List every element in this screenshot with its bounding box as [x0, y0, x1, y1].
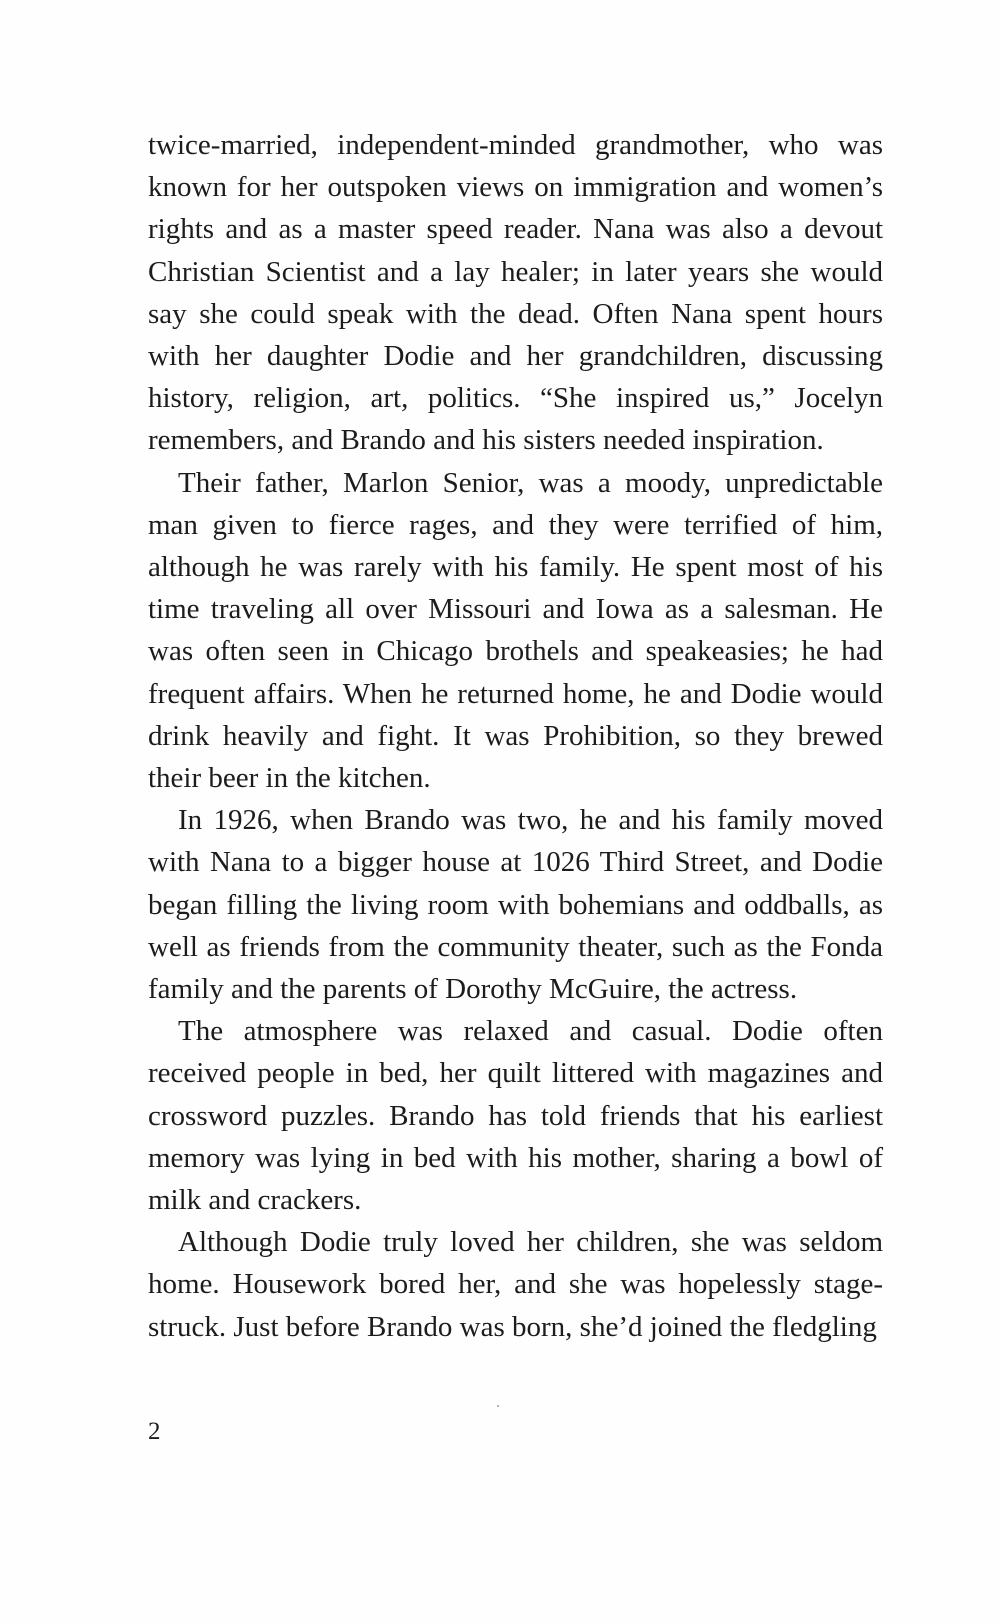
paragraph-continuation: twice-married, independent-minded grandmother, who was known for her outspoken views on immigration and women’s rights and as a master speed reader. Nana was also a devout Christian Scientist and a lay healer; in later years she would say she could speak with the dead. Often Nana spent hours with her daughter Dodie and her grandchildren, discussing history, religion, art, politics. “She inspired us,” Jocelyn remembers, and Brando and his sisters needed inspiration.	[148, 129, 883, 457]
page-number: 2	[148, 1418, 161, 1445]
paragraph-father: Their father, Marlon Senior, was a moody, unpredictable man given to fierce rages, and they were terrified of him, although he was rarely with his family. He spent most of his time traveling all over Missouri and Iowa as a salesman. He was often seen in Chicago brothels and speakeasies; he had frequent affairs. When he returned home, he and Dodie would drink heavily and fight. It was Prohibition, so they brewed their beer in the kitchen.	[148, 466, 883, 795]
paragraph-move-1926: In 1926, when Brando was two, he and his family moved with Nana to a bigger house at 1026 Third Street, and Dodie began filling the living room with bohemians and oddballs, as well as friends from the community theater, such as the Fonda family and the parents of Dorothy McGuire, the actress.	[148, 804, 883, 1006]
print-speck	[497, 1405, 499, 1407]
paragraph-atmosphere: The atmosphere was relaxed and casual. Dodie often received people in bed, her quilt littered with magazines and crossword puzzles. Brando has told friends that his earliest memory was lying in bed with his mother, sharing a bowl of milk and crackers.	[148, 1015, 883, 1217]
paragraph-stage-struck: Although Dodie truly loved her children, she was seldom home. Housework bored her, and she was hopelessly stage-struck. Just before Brando was born, she’d joined the fledgling	[148, 1226, 883, 1343]
body-text	[148, 124, 883, 1348]
